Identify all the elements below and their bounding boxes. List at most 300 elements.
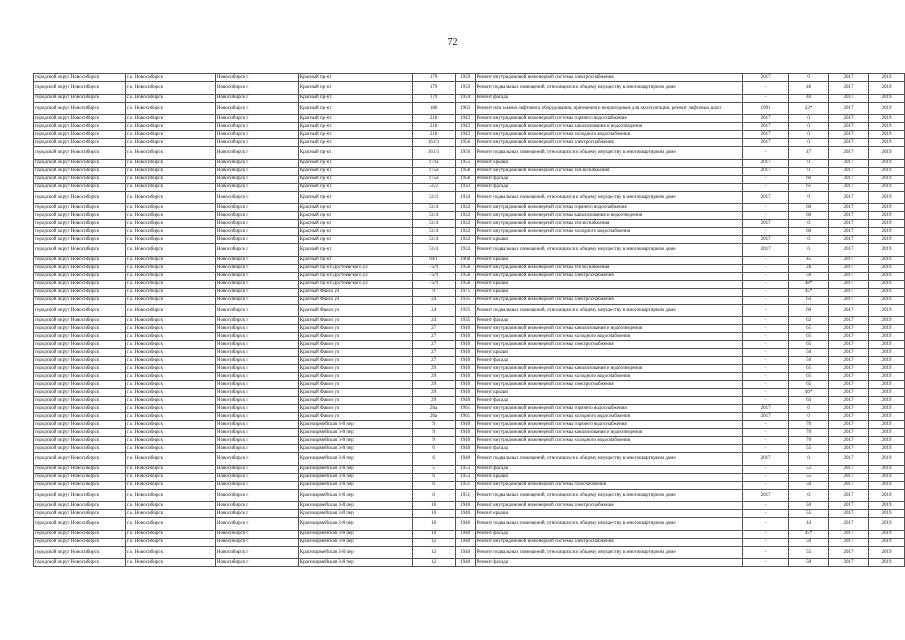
municipality-cell: городской округ Новосибирск xyxy=(34,389,126,397)
completed-year-cell: - xyxy=(743,228,789,236)
build-year-cell: 1961 xyxy=(455,413,475,421)
completed-year-cell: - xyxy=(743,481,789,489)
municipality-cell: городской округ Новосибирск xyxy=(34,429,126,437)
completed-year-cell: 2017 xyxy=(743,191,789,204)
work-type-cell: Ремонт внутридомовой инженерной системы холодного водоснабжения xyxy=(475,413,743,421)
municipality-cell: городской округ Новосибирск xyxy=(34,115,126,123)
remaining-years-cell: 0 xyxy=(789,131,829,139)
house-number-cell: 6 xyxy=(412,445,455,453)
build-year-cell: 1943 xyxy=(455,131,475,139)
work-type-cell: Ремонт внутридомовой инженерной системы канализования и водоотведения xyxy=(475,325,743,333)
house-number-cell: 75/9 xyxy=(412,264,455,272)
district-cell: г.о. Новосибирск xyxy=(125,538,215,546)
build-year-cell: 1932 xyxy=(455,236,475,244)
district-cell: г.о. Новосибирск xyxy=(125,357,215,365)
street-cell: Красный пр-кт xyxy=(298,256,412,264)
plan-end-cell: 2019 xyxy=(868,429,904,437)
municipality-cell: городской округ Новосибирск xyxy=(34,139,126,147)
plan-end-cell: 2019 xyxy=(868,481,904,489)
table-row xyxy=(34,236,905,244)
plan-start-cell: 2017 xyxy=(829,365,869,373)
completed-year-cell: - xyxy=(743,82,789,95)
plan-start-cell: 2017 xyxy=(829,413,869,421)
house-number-cell: 8 xyxy=(412,489,455,502)
district-cell: г.о. Новосибирск xyxy=(125,147,215,160)
completed-year-cell: 2017 xyxy=(743,413,789,421)
plan-start-cell: 2017 xyxy=(829,256,869,264)
district-cell: г.о. Новосибирск xyxy=(125,510,215,518)
street-cell: Красноармейская 3-й пер xyxy=(298,489,412,502)
municipality-cell: городской округ Новосибирск xyxy=(34,530,126,538)
municipality-cell: городской округ Новосибирск xyxy=(34,244,126,257)
build-year-cell: 1940 xyxy=(455,341,475,349)
city-cell: Новосибирск г xyxy=(215,373,298,381)
work-type-cell: Ремонт внутридомовой инженерной системы электроснабжения xyxy=(475,272,743,280)
work-type-cell: Ремонт внутридомовой инженерной системы электроснабжения xyxy=(475,538,743,546)
house-number-cell: 161/1 xyxy=(412,147,455,160)
work-type-cell: Ремонт внутридомовой инженерной системы теплоснабжения xyxy=(475,220,743,228)
completed-year-cell: - xyxy=(743,389,789,397)
house-number-cell: 10 xyxy=(412,510,455,518)
plan-start-cell: 2017 xyxy=(829,502,869,510)
remaining-years-cell: 44 xyxy=(789,518,829,531)
city-cell: Новосибирск г xyxy=(215,296,298,304)
municipality-cell: городской округ Новосибирск xyxy=(34,489,126,502)
work-type-cell: Ремонт фасада xyxy=(475,465,743,473)
municipality-cell: городской округ Новосибирск xyxy=(34,481,126,489)
house-number-cell: 10 xyxy=(412,530,455,538)
municipality-cell: городской округ Новосибирск xyxy=(34,325,126,333)
street-cell: Красный пр-кт xyxy=(298,236,412,244)
table-row xyxy=(34,102,905,115)
table-row xyxy=(34,204,905,212)
house-number-cell: 179 xyxy=(412,74,455,82)
district-cell: г.о. Новосибирск xyxy=(125,304,215,317)
house-number-cell: 5 xyxy=(412,465,455,473)
street-cell: Красный пр-кт xyxy=(298,82,412,95)
plan-start-cell: 2017 xyxy=(829,139,869,147)
table-row xyxy=(34,256,905,264)
work-type-cell: Ремонт фасада xyxy=(475,357,743,365)
table-row xyxy=(34,489,905,502)
city-cell: Новосибирск г xyxy=(215,304,298,317)
municipality-cell: городской округ Новосибирск xyxy=(34,317,126,325)
build-year-cell: 1943 xyxy=(455,123,475,131)
build-year-cell: 1935 xyxy=(455,317,475,325)
plan-end-cell: 2019 xyxy=(868,349,904,357)
plan-end-cell: 2019 xyxy=(868,256,904,264)
municipality-cell: городской округ Новосибирск xyxy=(34,272,126,280)
municipality-cell: городской округ Новосибирск xyxy=(34,349,126,357)
table-row xyxy=(34,74,905,82)
municipality-cell: городской округ Новосибирск xyxy=(34,220,126,228)
plan-start-cell: 2017 xyxy=(829,421,869,429)
plan-end-cell: 2019 xyxy=(868,204,904,212)
municipality-cell: городской округ Новосибирск xyxy=(34,304,126,317)
street-cell: Красный пр-кт xyxy=(298,131,412,139)
plan-start-cell: 2017 xyxy=(829,530,869,538)
work-type-cell: Ремонт или замена лифтового оборудования, признанного непригодным для эксплуатации, ремонт лифтовых шахт xyxy=(475,102,743,115)
plan-end-cell: 2019 xyxy=(868,94,904,102)
table-row xyxy=(34,389,905,397)
table-row xyxy=(34,296,905,304)
street-cell: Красный пр-кт xyxy=(298,244,412,257)
completed-year-cell: 2017 xyxy=(743,405,789,413)
completed-year-cell: - xyxy=(743,365,789,373)
municipality-cell: городской округ Новосибирск xyxy=(34,82,126,95)
work-type-cell: Ремонт фасада xyxy=(475,317,743,325)
table-row xyxy=(34,131,905,139)
plan-end-cell: 2019 xyxy=(868,325,904,333)
remaining-years-cell: 0 xyxy=(789,159,829,167)
house-number-cell: 51/4 xyxy=(412,236,455,244)
plan-end-cell: 2019 xyxy=(868,453,904,466)
city-cell: Новосибирск г xyxy=(215,349,298,357)
build-year-cell: 1933 xyxy=(455,183,475,191)
house-number-cell: 24 xyxy=(412,304,455,317)
house-number-cell: 12 xyxy=(412,559,455,567)
street-cell: Красноармейская 3-й пер xyxy=(298,465,412,473)
house-number-cell: 27 xyxy=(412,325,455,333)
work-type-cell: Ремонт внутридомовой инженерной системы канализования и водоотведения xyxy=(475,365,743,373)
house-number-cell: 29 xyxy=(412,373,455,381)
city-cell: Новосибирск г xyxy=(215,175,298,183)
remaining-years-cell: 0 xyxy=(789,139,829,147)
completed-year-cell: - xyxy=(743,304,789,317)
remaining-years-cell: 60 xyxy=(789,228,829,236)
municipality-cell: городской округ Новосибирск xyxy=(34,365,126,373)
build-year-cell: 1940 xyxy=(455,518,475,531)
completed-year-cell: - xyxy=(743,518,789,531)
table-row xyxy=(34,502,905,510)
plan-end-cell: 2019 xyxy=(868,333,904,341)
remaining-years-cell: 50 xyxy=(789,481,829,489)
district-cell: г.о. Новосибирск xyxy=(125,220,215,228)
build-year-cell: 1940 xyxy=(455,530,475,538)
plan-end-cell: 2019 xyxy=(868,74,904,82)
build-year-cell: 1935 xyxy=(455,296,475,304)
build-year-cell: 1940 xyxy=(455,381,475,389)
plan-end-cell: 2019 xyxy=(868,437,904,445)
work-type-cell: Ремонт внутридомовой инженерной системы холодного водоснабжения xyxy=(475,373,743,381)
completed-year-cell: - xyxy=(743,333,789,341)
street-cell: Красный пр-кт/Достоевского ул xyxy=(298,272,412,280)
district-cell: г.о. Новосибирск xyxy=(125,421,215,429)
work-type-cell: Ремонт подвальных помещений, относящихся к общему имуществу в многоквартирном доме xyxy=(475,304,743,317)
city-cell: Новосибирск г xyxy=(215,510,298,518)
house-number-cell: 175а xyxy=(412,175,455,183)
remaining-years-cell: 0 xyxy=(789,236,829,244)
build-year-cell: 1932 xyxy=(455,212,475,220)
completed-year-cell: - xyxy=(743,317,789,325)
plan-start-cell: 2017 xyxy=(829,272,869,280)
completed-year-cell: - xyxy=(743,349,789,357)
plan-start-cell: 2017 xyxy=(829,405,869,413)
municipality-cell: городской округ Новосибирск xyxy=(34,296,126,304)
street-cell: Красноармейская 3-й пер xyxy=(298,437,412,445)
house-number-cell: 6 xyxy=(412,473,455,481)
municipality-cell: городской округ Новосибирск xyxy=(34,131,126,139)
build-year-cell: 1940 xyxy=(455,429,475,437)
completed-year-cell: - xyxy=(743,147,789,160)
city-cell: Новосибирск г xyxy=(215,489,298,502)
remaining-years-cell: 46 xyxy=(789,82,829,95)
work-type-cell: Ремонт внутридомовой инженерной системы электроснабжения xyxy=(475,381,743,389)
remaining-years-cell: 50 xyxy=(789,502,829,510)
work-type-cell: Ремонт внутридомовой инженерной системы канализования и водоотведения xyxy=(475,429,743,437)
completed-year-cell: - xyxy=(743,183,789,191)
house-number-cell: 51/4 xyxy=(412,212,455,220)
municipality-cell: городской округ Новосибирск xyxy=(34,228,126,236)
city-cell: Новосибирск г xyxy=(215,445,298,453)
house-number-cell: 29 xyxy=(412,365,455,373)
work-type-cell: Ремонт крыши xyxy=(475,236,743,244)
plan-end-cell: 2019 xyxy=(868,220,904,228)
table-row xyxy=(34,325,905,333)
municipality-cell: городской округ Новосибирск xyxy=(34,123,126,131)
house-number-cell: 27 xyxy=(412,357,455,365)
table-row xyxy=(34,518,905,531)
house-number-cell: 75/9 xyxy=(412,272,455,280)
street-cell: Красный Факел ул xyxy=(298,365,412,373)
completed-year-cell: - xyxy=(743,357,789,365)
city-cell: Новосибирск г xyxy=(215,333,298,341)
remaining-years-cell: 28 xyxy=(789,264,829,272)
table-row xyxy=(34,365,905,373)
city-cell: Новосибирск г xyxy=(215,357,298,365)
completed-year-cell: - xyxy=(743,538,789,546)
table-row xyxy=(34,159,905,167)
municipality-cell: городской округ Новосибирск xyxy=(34,147,126,160)
street-cell: Красноармейская 3-й пер xyxy=(298,473,412,481)
municipality-cell: городской округ Новосибирск xyxy=(34,502,126,510)
work-type-cell: Ремонт внутридомовой инженерной системы холодного водоснабжения xyxy=(475,131,743,139)
table-row xyxy=(34,94,905,102)
remaining-years-cell: 40 xyxy=(789,94,829,102)
build-year-cell: 1932 xyxy=(455,244,475,257)
street-cell: Красный пр-кт xyxy=(298,139,412,147)
street-cell: Красноармейская 3-й пер xyxy=(298,538,412,546)
city-cell: Новосибирск г xyxy=(215,256,298,264)
table-row xyxy=(34,373,905,381)
build-year-cell: 1958 xyxy=(455,280,475,288)
table-row xyxy=(34,559,905,567)
table-row xyxy=(34,220,905,228)
city-cell: Новосибирск г xyxy=(215,272,298,280)
table-row xyxy=(34,341,905,349)
completed-year-cell: - xyxy=(743,288,789,296)
street-cell: Красный Факел ул xyxy=(298,296,412,304)
house-number-cell: 12 xyxy=(412,546,455,559)
work-type-cell: Ремонт крыши xyxy=(475,389,743,397)
plan-start-cell: 2017 xyxy=(829,437,869,445)
completed-year-cell: - xyxy=(743,212,789,220)
house-number-cell: 12 xyxy=(412,538,455,546)
plan-start-cell: 2017 xyxy=(829,325,869,333)
work-type-cell: Ремонт фасада xyxy=(475,397,743,405)
plan-start-cell: 2017 xyxy=(829,429,869,437)
plan-end-cell: 2019 xyxy=(868,288,904,296)
table-row xyxy=(34,191,905,204)
plan-start-cell: 2017 xyxy=(829,212,869,220)
city-cell: Новосибирск г xyxy=(215,74,298,82)
plan-end-cell: 2019 xyxy=(868,538,904,546)
house-number-cell: 9 xyxy=(412,437,455,445)
work-type-cell: Ремонт фасада xyxy=(475,94,743,102)
district-cell: г.о. Новосибирск xyxy=(125,325,215,333)
plan-end-cell: 2019 xyxy=(868,465,904,473)
street-cell: Красноармейская 3-й пер xyxy=(298,530,412,538)
work-type-cell: Ремонт внутридомовой инженерной системы горячего водоснабжения xyxy=(475,405,743,413)
table-row xyxy=(34,510,905,518)
city-cell: Новосибирск г xyxy=(215,212,298,220)
district-cell: г.о. Новосибирск xyxy=(125,413,215,421)
street-cell: Красный пр-кт xyxy=(298,94,412,102)
build-year-cell: 1940 xyxy=(455,502,475,510)
district-cell: г.о. Новосибирск xyxy=(125,264,215,272)
street-cell: Красноармейская 3-й пер xyxy=(298,453,412,466)
build-year-cell: 1940 xyxy=(455,546,475,559)
completed-year-cell: - xyxy=(743,502,789,510)
street-cell: Красный Факел ул xyxy=(298,349,412,357)
city-cell: Новосибирск г xyxy=(215,429,298,437)
street-cell: Красный Факел ул xyxy=(298,288,412,296)
completed-year-cell: 2017 xyxy=(743,453,789,466)
completed-year-cell: - xyxy=(743,397,789,405)
plan-end-cell: 2019 xyxy=(868,502,904,510)
street-cell: Красный пр-кт xyxy=(298,102,412,115)
work-type-cell: Ремонт подвальных помещений, относящихся к общему имуществу в многоквартирном доме xyxy=(475,82,743,95)
municipality-cell: городской округ Новосибирск xyxy=(34,175,126,183)
street-cell: Красный пр-кт xyxy=(298,183,412,191)
table-row xyxy=(34,473,905,481)
plan-end-cell: 2019 xyxy=(868,212,904,220)
completed-year-cell: - xyxy=(743,465,789,473)
house-number-cell: 218 xyxy=(412,115,455,123)
street-cell: Красноармейская 3-й пер xyxy=(298,502,412,510)
district-cell: г.о. Новосибирск xyxy=(125,405,215,413)
completed-year-cell: - xyxy=(743,445,789,453)
remaining-years-cell: 55 xyxy=(789,445,829,453)
plan-end-cell: 2019 xyxy=(868,397,904,405)
municipality-cell: городской округ Новосибирск xyxy=(34,333,126,341)
plan-start-cell: 2017 xyxy=(829,191,869,204)
remaining-years-cell: 50 xyxy=(789,349,829,357)
build-year-cell: 1940 xyxy=(455,453,475,466)
street-cell: Красный пр-кт xyxy=(298,212,412,220)
plan-end-cell: 2019 xyxy=(868,191,904,204)
work-type-cell: Ремонт подвальных помещений, относящихся к общему имуществу в многоквартирном доме xyxy=(475,147,743,160)
remaining-years-cell: 50 xyxy=(789,272,829,280)
build-year-cell: 1956 xyxy=(455,139,475,147)
plan-end-cell: 2019 xyxy=(868,296,904,304)
house-number-cell: 161/1 xyxy=(412,139,455,147)
work-type-cell: Ремонт внутридомовой инженерной системы теплоснабжения xyxy=(475,264,743,272)
completed-year-cell: 2017 xyxy=(743,123,789,131)
city-cell: Новосибирск г xyxy=(215,473,298,481)
district-cell: г.о. Новосибирск xyxy=(125,502,215,510)
plan-end-cell: 2019 xyxy=(868,373,904,381)
plan-start-cell: 2017 xyxy=(829,94,869,102)
completed-year-cell: - xyxy=(743,204,789,212)
municipality-cell: городской округ Новосибирск xyxy=(34,212,126,220)
street-cell: Красный Факел ул xyxy=(298,405,412,413)
street-cell: Красноармейская 3-й пер xyxy=(298,510,412,518)
remaining-years-cell: 65 xyxy=(789,381,829,389)
plan-end-cell: 2019 xyxy=(868,139,904,147)
plan-end-cell: 2019 xyxy=(868,183,904,191)
table-row xyxy=(34,272,905,280)
table-row xyxy=(34,357,905,365)
plan-start-cell: 2017 xyxy=(829,381,869,389)
district-cell: г.о. Новосибирск xyxy=(125,123,215,131)
plan-end-cell: 2019 xyxy=(868,445,904,453)
completed-year-cell: 2017 xyxy=(743,220,789,228)
completed-year-cell: - xyxy=(743,510,789,518)
work-type-cell: Ремонт крыши xyxy=(475,256,743,264)
plan-start-cell: 2017 xyxy=(829,373,869,381)
house-number-cell: 27 xyxy=(412,349,455,357)
municipality-cell: городской округ Новосибирск xyxy=(34,191,126,204)
work-type-cell: Ремонт крыши xyxy=(475,159,743,167)
municipality-cell: городской округ Новосибирск xyxy=(34,280,126,288)
build-year-cell: 1940 xyxy=(455,389,475,397)
table-row xyxy=(34,437,905,445)
city-cell: Новосибирск г xyxy=(215,538,298,546)
build-year-cell: 1932 xyxy=(455,220,475,228)
house-number-cell: 51/4 xyxy=(412,228,455,236)
plan-end-cell: 2019 xyxy=(868,473,904,481)
plan-start-cell: 2017 xyxy=(829,220,869,228)
plan-start-cell: 2017 xyxy=(829,473,869,481)
plan-start-cell: 2017 xyxy=(829,489,869,502)
build-year-cell: 1958 xyxy=(455,264,475,272)
work-type-cell: Ремонт фасада xyxy=(475,559,743,567)
build-year-cell: 1951 xyxy=(455,489,475,502)
municipality-cell: городской округ Новосибирск xyxy=(34,256,126,264)
house-number-cell: 175а xyxy=(412,167,455,175)
completed-year-cell: 2017 xyxy=(743,139,789,147)
district-cell: г.о. Новосибирск xyxy=(125,102,215,115)
work-type-cell: Ремонт крыши xyxy=(475,473,743,481)
street-cell: Красный Факел ул xyxy=(298,373,412,381)
build-year-cell: 1940 xyxy=(455,357,475,365)
remaining-years-cell: 23* xyxy=(789,102,829,115)
house-number-cell: 29 xyxy=(412,389,455,397)
district-cell: г.о. Новосибирск xyxy=(125,317,215,325)
plan-end-cell: 2019 xyxy=(868,272,904,280)
city-cell: Новосибирск г xyxy=(215,453,298,466)
table-row xyxy=(34,228,905,236)
completed-year-cell: 2017 xyxy=(743,115,789,123)
street-cell: Красный пр-кт/Достоевского ул xyxy=(298,280,412,288)
municipality-cell: городской округ Новосибирск xyxy=(34,413,126,421)
build-year-cell: 1958 xyxy=(455,272,475,280)
street-cell: Красный Факел ул xyxy=(298,381,412,389)
plan-end-cell: 2019 xyxy=(868,82,904,95)
plan-end-cell: 2019 xyxy=(868,167,904,175)
district-cell: г.о. Новосибирск xyxy=(125,437,215,445)
work-type-cell: Ремонт крыши xyxy=(475,349,743,357)
remaining-years-cell: 0 xyxy=(789,220,829,228)
remaining-years-cell: 0 xyxy=(789,453,829,466)
remaining-years-cell: 62 xyxy=(789,317,829,325)
district-cell: г.о. Новосибирск xyxy=(125,333,215,341)
plan-end-cell: 2019 xyxy=(868,381,904,389)
plan-start-cell: 2017 xyxy=(829,264,869,272)
completed-year-cell: - xyxy=(743,175,789,183)
plan-end-cell: 2019 xyxy=(868,159,904,167)
